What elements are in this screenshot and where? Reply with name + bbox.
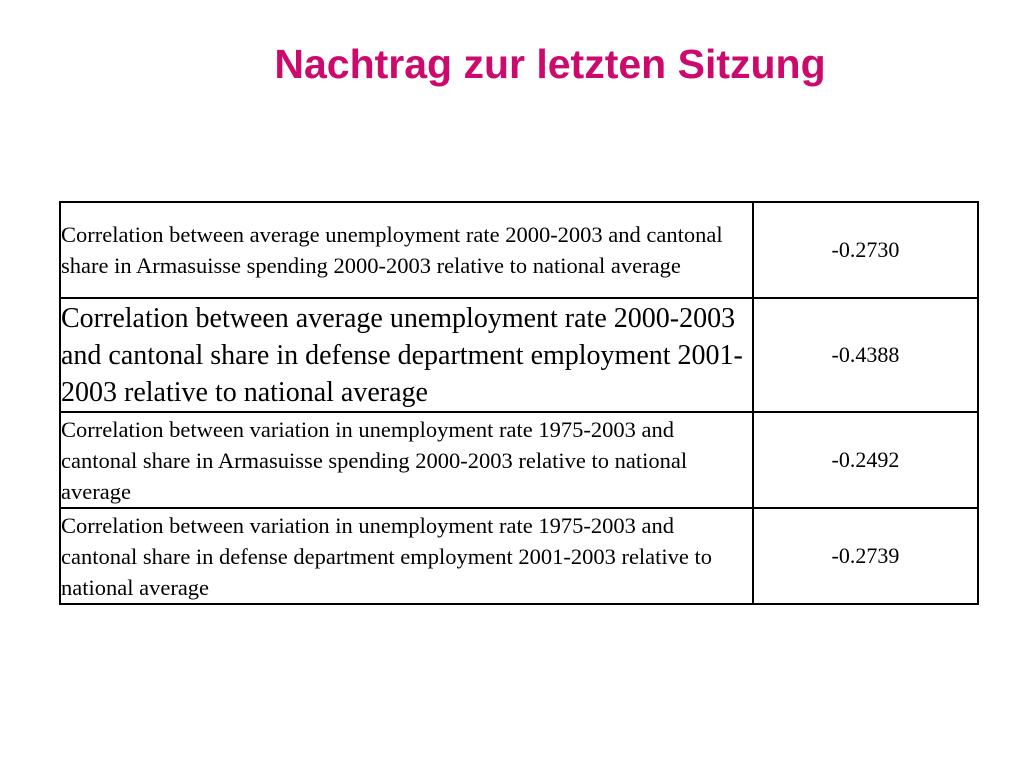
correlation-value: -0.2730 <box>753 202 978 298</box>
table-row <box>60 508 978 604</box>
table-row <box>60 298 978 412</box>
correlation-value: -0.4388 <box>753 298 978 412</box>
correlation-value: -0.2739 <box>753 508 978 604</box>
correlation-value: -0.2492 <box>753 412 978 508</box>
table-row <box>60 202 978 298</box>
correlation-description: Correlation between variation in unemployment rate 1975-2003 and cantonal share in Armasuisse spending 2000-2003 relative to national average <box>60 412 753 508</box>
slide-title: Nachtrag zur letzten Sitzung <box>274 41 826 87</box>
correlation-description: Correlation between average unemployment rate 2000-2003 and cantonal share in Armasuisse spending 2000-2003 relative to national average <box>60 202 753 298</box>
correlation-description: Correlation between average unemployment rate 2000-2003 and cantonal share in defense department employment 2001-2003 relative to national average <box>60 298 753 412</box>
correlation-description: Correlation between variation in unemployment rate 1975-2003 and cantonal share in defense department employment 2001-2003 relative to national average <box>60 508 753 604</box>
table-row <box>60 412 978 508</box>
correlation-table <box>59 201 979 605</box>
